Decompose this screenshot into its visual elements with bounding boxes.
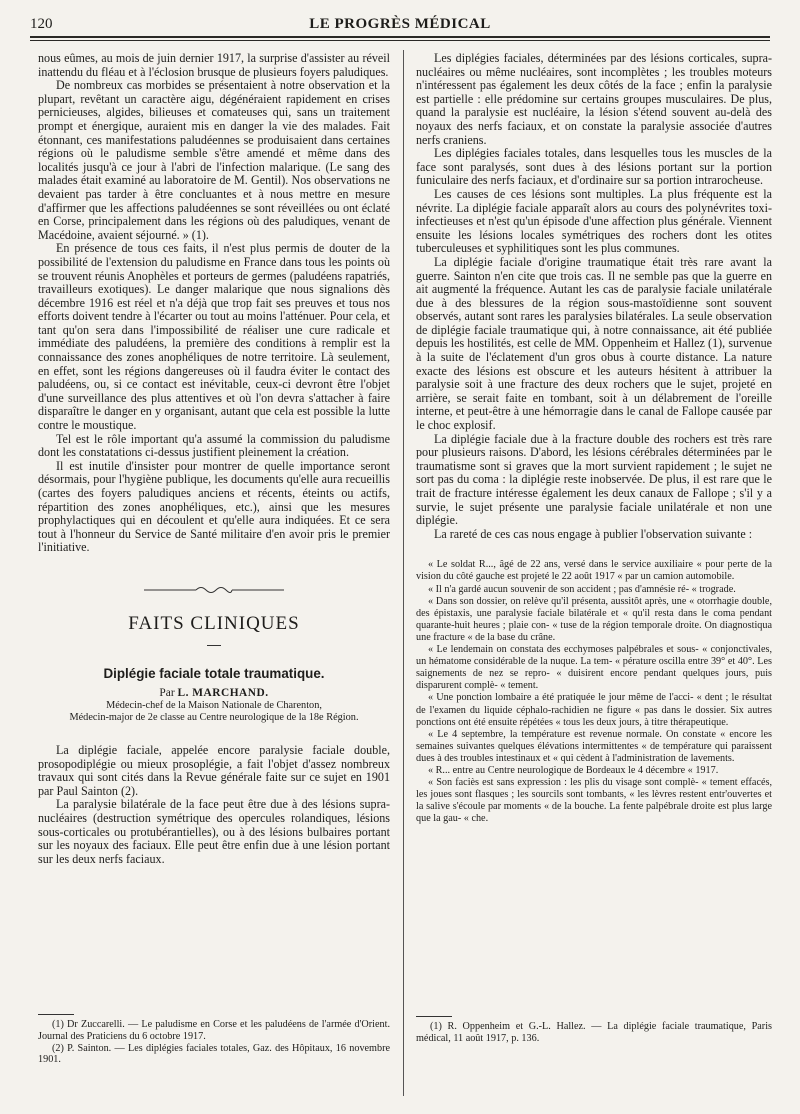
body-paragraph: Tel est le rôle important qu'a assumé la commission du paludisme dont les constatations ci-dessus justifient pleinement la création. (38, 431, 390, 460)
page-header (30, 12, 770, 38)
observation-paragraph: « Dans son dossier, on relève qu'il présenta, aussitôt après, une « otorrhagie double, des épistaxis, une paralysie faciale bilatérale et « qu'il resta dans le coma pendant quarante-huit heures ; plaie con- « tuse de la région temporale droite. On diagnostiqua une fracture « de la base du crâne. (416, 595, 772, 643)
footnote-rule (416, 1016, 452, 1017)
footnote: (1) R. Oppenheim et G.-L. Hallez. — La diplégie faciale traumatique, Paris médical, 11 août 1917, p. 136. (416, 1021, 772, 1044)
observation-paragraph: « Le lendemain on constata des ecchymoses palpébrales et sous- « conjonctivales, un hématome considérable de la nuque. La tem- « pérature oscilla entre 39° et 40°. Les saignements de nez se repro- « duisirent encore pendant quelques jours, puis disparurent complè- « tement. (416, 644, 772, 692)
page-number: 120 (30, 16, 53, 32)
right-column (416, 52, 772, 825)
observation-paragraph: « Il n'a gardé aucun souvenir de son accident ; pas d'amnésie ré- « trograde. (428, 583, 736, 595)
body-paragraph: La rareté de ces cas nous engage à publier l'observation suivante : (434, 526, 753, 541)
body-paragraph: La diplégie faciale d'origine traumatique était très rare avant la guerre. Sainton n'en cite que trois cas. Il ne semble pas que la guerre en ait augmenté la fréquence. Autant les cas de paralysie faciale unilatérale due à des blessures de la région sous-mastoïdienne sont souvent observés, autant sont rares les paralysies bilatérales. La seule observation de diplégie faciale traumatique qui, à notre connaissance, ait été publiée depuis les hostilités, est celle de MM. Oppenheim et Hallez (1), survenue à la suite de l'éclatement d'un gros obus à courte distance. La nature exacte des lésions est obscure et les auteurs hésitent à attribuer la paralysie soit à une fracture des deux rochers que le sujet, projeté en arrière, se serait faite en tombant, soit à un délabrement de l'oreille interne, et peut-être à une hémorragie dans le canal de Fallope causée par le choc explosif. (416, 254, 772, 433)
article-title: Diplégie faciale totale traumatique. (103, 665, 325, 681)
body-paragraph: En présence de tous ces faits, il n'est plus permis de douter de la possibilité de l'extension du paludisme en France dans tous les points où se trouvent réunis Anophèles et porteurs de germes (paludéens rapatriés, travailleurs exotiques). Le danger malarique que nous signalions dès décembre 1916 est réel et n'a déjà que trop fait ses preuves et tous nos efforts doivent tendre à l'écarter ou tout au moins l'atténuer. Pour cela, et tant qu'on sera dans l'impossibilité de réaliser une cure radicale et immédiate des paludéens, la première des conditions à remplir est la connaissance des zones anophéliques de notre territoire. Là seulement, en effet, sont les régions dangereuses où il faudra éviter le contact des paludéens, ou, si ce contact est inévitable, ceux-ci devront être l'objet d'une surveillance des plus attentives et où l'on devra s'attacher à faire disparaître le danger en y organisant, autant que cela est possible la lutte contre le moustique. (38, 241, 390, 433)
body-paragraph: Les diplégies faciales, déterminées par des lésions corticales, supra-nucléaires ou même nucléaires, sont incomplètes ; les troubles moteurs n'intéressent pas également les deux côtés de la face ; enfin la paralysie est partielle : elle prédomine sur certains groupes musculaires. De plus, quand la paralysie est nucléaire, la lésion s'étend souvent au-delà des noyaux des nerfs faciaux, et on constate la paralysie associée d'autres nerfs craniens. (416, 51, 772, 147)
body-paragraph: De nombreux cas morbides se présentaient à notre observation et la plupart, revêtant un caractère aigu, dégénéraient rapidement en crises pernicieuses, algides, bilieuses et comateuses qui, sans un traitement prompt et énergique, auraient mis en danger la vie des malades. Fait étonnant, ces manifestations paludéennes se produisaient dans certaines régions où le paludisme semble s'être amendé et même dans des localités jusqu'à ce jour à l'abri de l'infection malarique. (Le sang des malades était examiné au laboratoire de M. Gentil). Nos observations ne devaient pas tarder à être concluantes et à nous mettre en mesure d'affirmer que les affections paludéennes se sont réveillées ou ont éclaté en Corse, principalement dans les régions où des paludiques, venant de Macédoine, avaient séjourné. » (1). (38, 78, 390, 242)
running-title: LE PROGRÈS MÉDICAL (309, 16, 491, 32)
byline (38, 687, 390, 699)
body-paragraph: La diplégie faciale due à la fracture double des rochers est très rare pour plusieurs raisons. D'abord, les lésions cérébrales déterminées par le traumatisme sont si graves que la mort survient rapidement ; le sujet ne sort pas du coma : la diplégie reste inobservée. De plus, il est rare que le trait de fracture intéresse également les deux canaux de Fallope ; s'il y a survie, le sujet présente une paralysie faciale unilatérale et non une diplégie. (416, 431, 772, 528)
header-rule-thick (30, 36, 770, 38)
header-rule-thin (30, 40, 770, 41)
author-affiliation: Médecin-major de 2e classe au Centre neurologique de la 18e Région. (69, 711, 359, 723)
body-paragraph: nous eûmes, au mois de juin dernier 1917, la surprise d'assister au réveil inattendu du fléau et à l'éclosion brusque de plusieurs foyers paludiques. (38, 51, 390, 79)
body-paragraph: Il est inutile d'insister pour montrer de quelle importance seront désormais, pour l'hygiène publique, les documents qu'elle aura recueillis (cartes des foyers paludiques anciens et récents, éteints ou actifs, répartition des zones anophéliques, etc.), ainsi que les mesures prophylactiques qui en découlent et qu'elle aura indiquées. Et ce sera tout à l'honneur du Service de Santé militaire d'en avoir pris le premier l'initiative. (38, 458, 390, 555)
observation-paragraph: « R... entre au Centre neurologique de Bordeaux le 4 décembre « 1917. (428, 764, 719, 776)
footnotes-right (416, 1016, 772, 1045)
title-dash (207, 645, 221, 646)
footnote: (1) Dr Zuccarelli. — Le paludisme en Corse et les paludéens de l'armée d'Orient. Journal des Praticiens du 6 octobre 1917. (38, 1019, 390, 1042)
byline-prefix: Par (159, 686, 175, 699)
body-paragraph: Les causes de ces lésions sont multiples. La plus fréquente est la névrite. La diplégie faciale apparaît alors au cours des polynévrites toxi-infectieuses et n'est qu'un épisode d'une affection plus générale. Viennent ensuite les lésions locales symétriques des rochers dont les otites tuberculeuses et syphilitiques sont les plus communes. (416, 186, 772, 256)
section-ornament (144, 585, 284, 595)
footnote-rule (38, 1014, 74, 1015)
article-paragraph: La diplégie faciale, appelée encore paralysie faciale double, prosopodiplégie ou mieux prosoplégie, a fait l'objet d'assez nombreux travaux qui sont cités dans la Revue générale faite sur ce sujet en 1901 par Paul Sainton (2). (38, 742, 390, 798)
observation-paragraph: « Le 4 septembre, la température est revenue normale. On constate « encore les semaines suivantes quelques élévations intermittentes « de température qui paraissent dues à des troubles intestinaux et « qui cèdent à l'administration de lavements. (416, 728, 772, 764)
author-affiliation: Médecin-chef de la Maison Nationale de Charenton, (106, 699, 322, 711)
footnotes-left (38, 1014, 390, 1066)
observation-paragraph: « Une ponction lombaire a été pratiquée le jour même de l'acci- « dent ; le résultat de l'examen du liquide céphalo-rachidien ne figure « pas dans le dossier. Six autres ponctions ont été ensuite répétées « tous les deux jours, à titre thérapeutique. (416, 692, 772, 728)
observation-paragraph: « Le soldat R..., âgé de 22 ans, versé dans le service auxiliaire « pour perte de la vision du côté gauche est projeté le 22 août 1917 « par un camion automobile. (416, 559, 772, 583)
body-paragraph: Les diplégies faciales totales, dans lesquelles tous les muscles de la face sont paralysés, sont dues à des lésions portant sur la portion funiculaire des nerfs faciaux, et d'ordinaire sur sa portion intrarocheuse. (416, 146, 772, 188)
observation-paragraph: « Son faciès est sans expression : les plis du visage sont complè- « tement effacés, les joues sont flasques ; les sourcils sont tombants, « les lèvres restent entr'ouvertes et la salive s'écoule par moments « de la bouche. La fente palpébrale droite est plus large que la gau- « che. (416, 777, 772, 825)
left-column (38, 52, 390, 866)
column-divider (403, 50, 404, 1096)
author-name: L. MARCHAND. (177, 686, 269, 699)
section-title: FAITS CLINIQUES (128, 612, 300, 634)
article-paragraph: La paralysie bilatérale de la face peut être due à des lésions supra-nucléaires (destruction symétrique des opercules rolandiques, lésions sous-corticales ou protubérantielles), ou à des lésions bulbaires portant sur les noyaux des faciaux. Elle peut être enfin due à une lésion portant sur les deux nerfs faciaux. (38, 797, 390, 866)
footnote: (2) P. Sainton. — Les diplégies faciales totales, Gaz. des Hôpitaux, 16 novembre 1901. (38, 1042, 390, 1066)
